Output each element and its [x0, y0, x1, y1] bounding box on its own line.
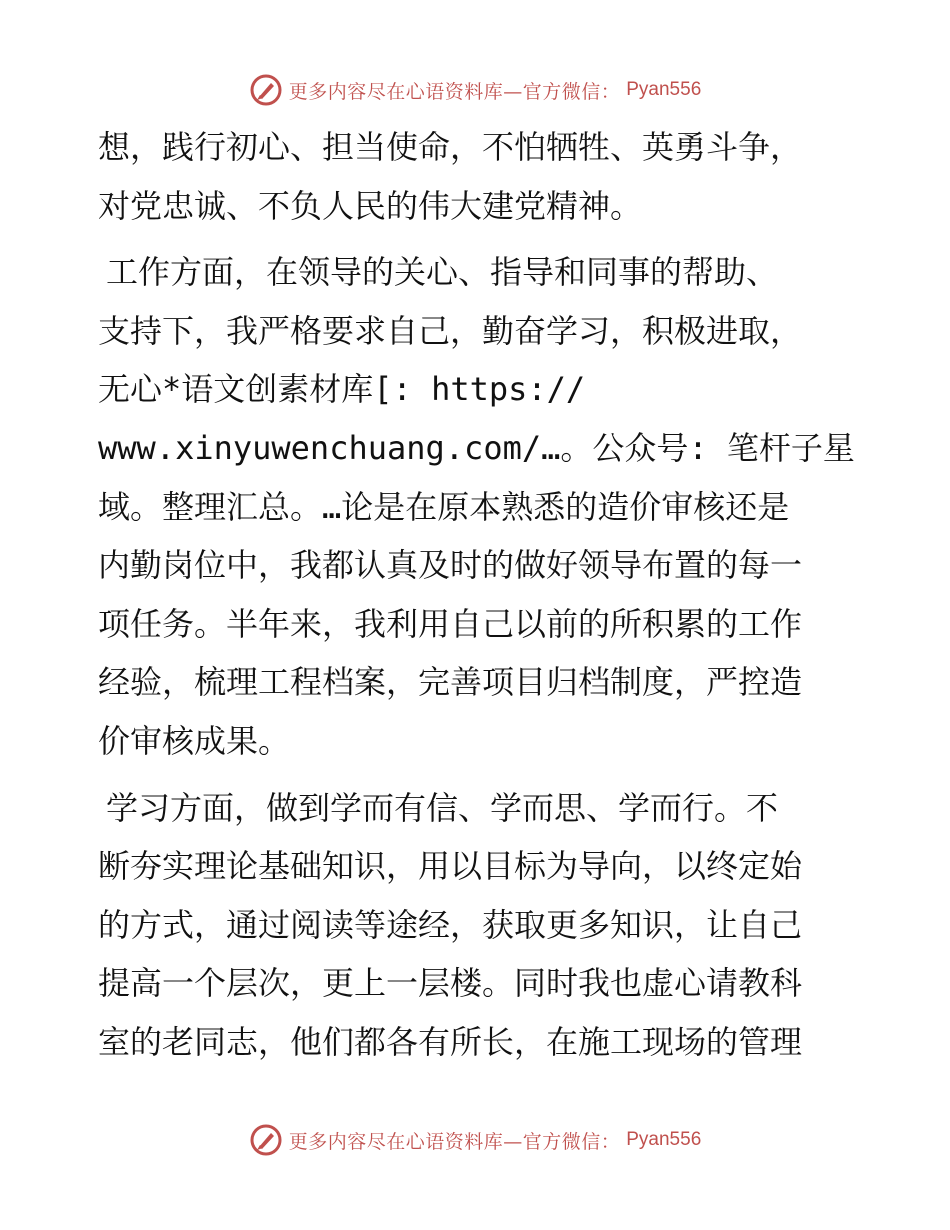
header-banner-text: 更多内容尽在心语资料库—官方微信： — [288, 80, 621, 103]
paragraph — [98, 779, 858, 1072]
document-body — [98, 118, 858, 1072]
header-banner-inner — [249, 73, 702, 107]
footer-banner-text: 更多内容尽在心语资料库—官方微信： — [288, 1130, 621, 1153]
text-line: www.xinyuwenchuang.com/…。公众号: 笔杆子星 — [98, 428, 855, 467]
text-line: 内勤岗位中，我都认真及时的做好领导布置的每一 — [98, 546, 803, 585]
text-line: 域。整理汇总。…论是在原本熟悉的造价审核还是 — [98, 487, 790, 526]
text-line: 支持下，我严格要求自己，勤奋学习，积极进取， — [98, 311, 803, 350]
paragraph — [98, 243, 858, 770]
text-line: 学习方面，做到学而有信、学而思、学而行。不 — [106, 788, 779, 827]
text-line: 经验，梳理工程档案，完善项目归档制度，严控造 — [98, 663, 803, 702]
text-line: 提高一个层次，更上一层楼。同时我也虚心请教科 — [98, 964, 803, 1003]
paragraph — [98, 118, 858, 235]
text-line: 室的老同志，他们都各有所长，在施工现场的管理 — [98, 1022, 803, 1061]
footer-banner — [0, 1120, 950, 1160]
text-line: 想，践行初心、担当使命，不怕牺牲、英勇斗争， — [98, 128, 803, 166]
text-line: 工作方面，在领导的关心、指导和同事的帮助、 — [106, 253, 779, 292]
quill-pen-circle-icon — [249, 73, 283, 107]
text-line: 价审核成果。 — [98, 721, 291, 760]
text-line: 项任务。半年来，我利用自己以前的所积累的工作 — [98, 604, 803, 643]
header-banner-wechat: Pyan556 — [626, 79, 702, 100]
footer-banner-wechat: Pyan556 — [626, 1129, 702, 1150]
text-line: 断夯实理论基础知识，用以目标为导向，以终定始 — [98, 847, 803, 886]
header-banner — [0, 70, 950, 110]
text-line: 无心*语文创素材库[: https:// — [98, 370, 586, 409]
text-line: 的方式，通过阅读等途经，获取更多知识，让自己 — [98, 905, 803, 944]
footer-banner-inner — [249, 1123, 702, 1157]
text-line: 对党忠诚、不负人民的伟大建党精神。 — [98, 186, 643, 225]
quill-pen-circle-icon — [249, 1123, 283, 1157]
